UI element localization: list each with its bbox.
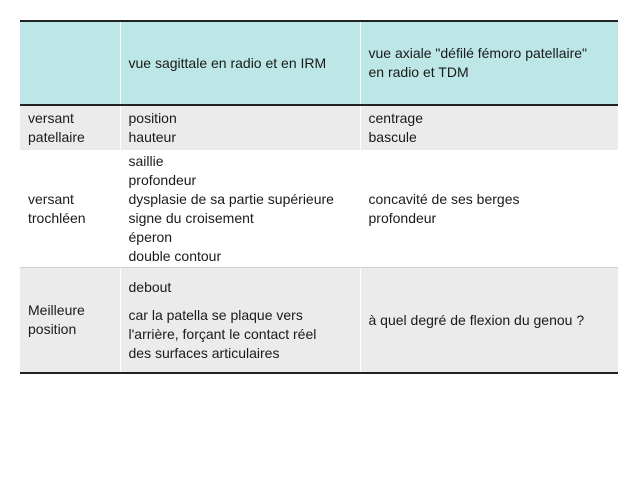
comparison-table [20, 20, 618, 374]
row-label-cell [20, 268, 120, 374]
sagittal-item: hauteur [128, 129, 176, 145]
header-sagittal-label: vue sagittale en radio et en IRM [128, 54, 327, 71]
sagittal-cell [120, 268, 360, 374]
row-label-line: position [28, 321, 77, 337]
row-label-line: patellaire [28, 129, 85, 145]
sagittal-item: profondeur [128, 172, 197, 188]
header-axial-line-1: vue axiale "défilé fémoro patellaire" [368, 45, 588, 61]
sagittal-item: signe du croisement [128, 210, 254, 226]
table-row-versant-patellaire [20, 105, 618, 151]
sagittal-cell [120, 105, 360, 151]
sagittal-item: double contour [128, 248, 222, 264]
row-label-line: versant [28, 191, 74, 207]
header-cell-empty [20, 21, 120, 105]
axial-item: profondeur [368, 210, 437, 226]
row-label-line: trochléen [28, 210, 86, 226]
header-cell-sagittal [120, 21, 360, 105]
axial-cell [360, 105, 618, 151]
row-label-cell [20, 151, 120, 268]
sagittal-item: position [128, 110, 177, 126]
sagittal-cell [120, 151, 360, 268]
sagittal-item: des surfaces articulaires [128, 344, 280, 361]
axial-item: centrage [368, 110, 423, 126]
axial-cell [360, 151, 618, 268]
axial-item: à quel degré de flexion du genou ? [368, 311, 585, 328]
header-axial-line-2: en radio et TDM [368, 64, 469, 80]
paragraph-gap [129, 297, 352, 306]
row-label-cell [20, 105, 120, 151]
sagittal-item: éperon [128, 229, 173, 245]
axial-cell [360, 268, 618, 374]
sagittal-item: saillie [128, 153, 164, 169]
sagittal-item: dysplasie de sa partie supérieure [128, 191, 334, 207]
sagittal-item: l'arrière, forçant le contact réel [128, 325, 317, 342]
row-label-line: versant [28, 110, 74, 126]
table-row-meilleure-position [20, 268, 618, 374]
table-header-row [20, 21, 618, 105]
axial-item: concavité de ses berges [368, 191, 520, 207]
sagittal-item: car la patella se plaque vers [128, 306, 303, 323]
axial-item: bascule [368, 129, 417, 145]
sagittal-item-first: debout [128, 278, 172, 295]
header-cell-axial [360, 21, 618, 105]
table-row-versant-trochleen [20, 151, 618, 268]
row-label-line: Meilleure [28, 302, 85, 318]
